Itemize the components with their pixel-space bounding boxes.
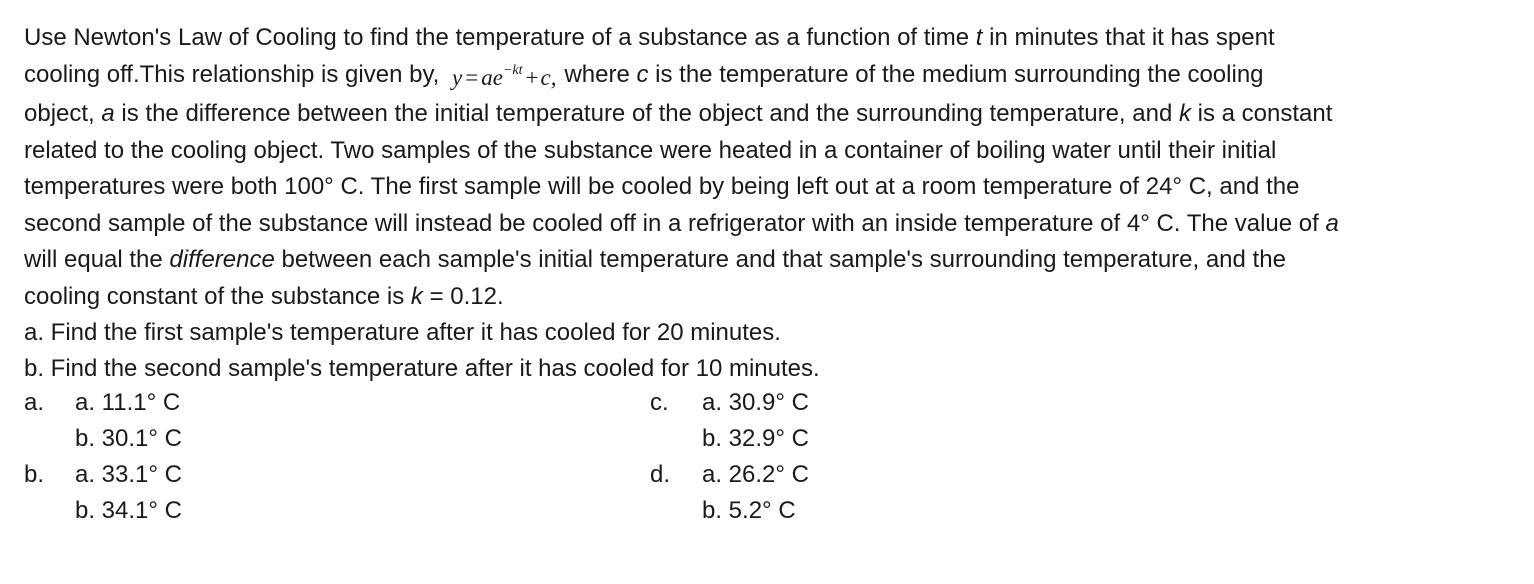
part-b-prompt: b. Find the second sample's temperature after it has cooled for 10 minutes. — [24, 355, 820, 382]
stem-line-5: temperatures were both 100° C. The first sample will be cooled by being left out at a room temperature of 24° C, and the — [24, 173, 1300, 200]
variable-c: c — [636, 60, 649, 88]
part-a-prompt: a. Find the first sample's temperature after it has cooled for 20 minutes. — [24, 319, 781, 346]
stem-text: is the temperature of the medium surrounding the cooling — [648, 60, 1264, 88]
formula-exponent: −kt — [502, 62, 523, 78]
choice-c-letter[interactable]: c. — [650, 389, 669, 416]
choice-a-letter[interactable]: a. — [24, 389, 45, 416]
answer-choices — [24, 387, 1534, 537]
choice-b-letter[interactable]: b. — [24, 461, 45, 488]
stem-text: Use Newton's Law of Cooling to find the temperature of a substance as a function of time — [24, 24, 976, 51]
variable-a: a — [101, 100, 115, 127]
stem-text: cooling constant of the substance is — [24, 282, 411, 310]
choice-d-line-1[interactable]: a. 26.2° C — [702, 461, 809, 488]
formula-ae: ae — [481, 64, 503, 90]
stem-text: second sample of the substance will instead be cooled off in a refrigerator with an inside temperature of 4° C. The value of — [24, 209, 1326, 237]
stem-text: in minutes that it has spent — [982, 24, 1275, 51]
stem-text: between each sample's initial temperature and that sample's surrounding temperature, and the — [274, 246, 1286, 273]
stem-text: cooling off.This relationship is given by, — [24, 60, 447, 88]
stem-line-7 — [24, 242, 1534, 279]
choice-c-line-1[interactable]: a. 30.9° C — [702, 389, 809, 416]
stem-line-2 — [24, 57, 1534, 97]
variable-a: a — [1325, 209, 1339, 237]
emphasis-difference: difference — [169, 246, 275, 273]
variable-k: k — [1178, 100, 1191, 127]
formula-y: y — [452, 64, 463, 90]
choice-c-line-2[interactable]: b. 32.9° C — [702, 425, 809, 452]
stem-text: object, — [24, 100, 102, 127]
formula-plus: + — [525, 64, 539, 90]
cooling-formula — [452, 60, 556, 97]
question-stem — [24, 20, 1534, 315]
variable-t: t — [975, 24, 983, 51]
formula-equals: = — [465, 64, 479, 90]
formula-c: c, — [540, 64, 557, 90]
stem-line-8 — [24, 279, 1534, 316]
stem-line-3 — [24, 96, 1534, 133]
choice-d-line-2[interactable]: b. 5.2° C — [702, 497, 796, 524]
choice-b-line-2[interactable]: b. 34.1° C — [75, 497, 182, 524]
stem-line-4: related to the cooling object. Two samples of the substance were heated in a container of boiling water until their initial — [24, 136, 1277, 164]
stem-text: will equal the — [24, 246, 170, 273]
stem-line-1 — [24, 20, 1534, 57]
choice-b-line-1[interactable]: a. 33.1° C — [75, 461, 182, 488]
choice-a-line-2[interactable]: b. 30.1° C — [75, 425, 182, 452]
choice-a-line-1[interactable]: a. 11.1° C — [75, 389, 181, 416]
variable-k: k — [410, 282, 423, 310]
stem-line-6 — [24, 206, 1534, 243]
stem-text: is a constant — [1190, 100, 1333, 127]
stem-text: is the difference between the initial temperature of the object and the surrounding temperature, and — [114, 100, 1179, 127]
stem-text: where — [564, 60, 637, 88]
stem-text: = 0.12. — [422, 282, 504, 310]
choice-d-letter[interactable]: d. — [650, 461, 671, 488]
